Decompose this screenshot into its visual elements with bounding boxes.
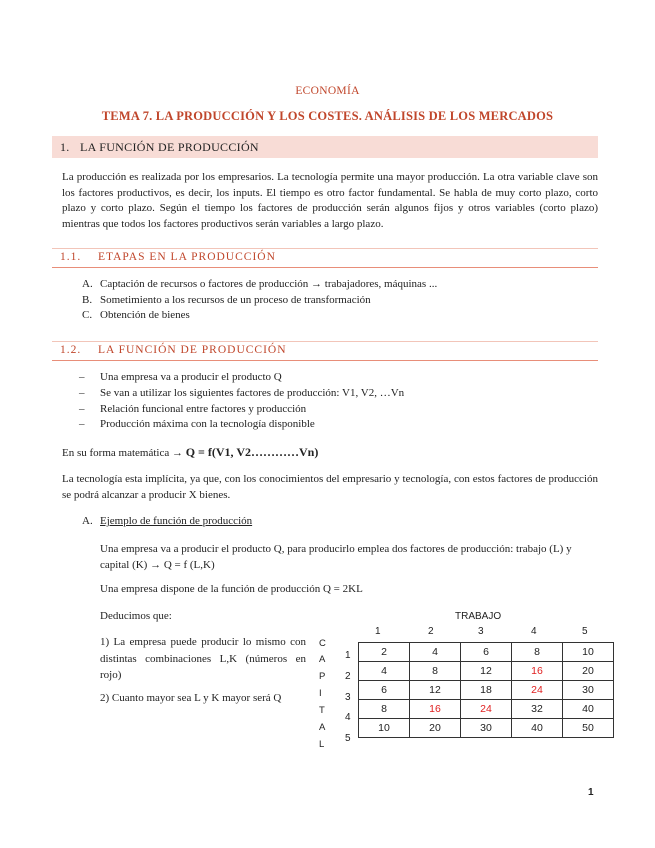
example-marker: A. — [82, 515, 93, 527]
row-header: 2 — [345, 671, 351, 682]
page-title: TEMA 7. LA PRODUCCIÓN Y LOS COSTES. ANÁLISIS DE LOS MERCADOS — [101, 109, 554, 123]
section-1-heading — [52, 136, 598, 158]
subject-heading: ECONOMÍA — [295, 85, 360, 97]
row-title-letter: T — [319, 705, 325, 716]
section-1-paragraph: La producción es realizada por los empresarios. La tecnología permite una mayor producción. La otra variable clave son los factores productivos, es decir, los inputs. El tiempo es otro factor fundamental. Se habla de muy corto plazo, corto plazo y corto plazo. Según el tiempo los factores de producción serán algunos fijos y otros variables (corto plazo) mientras que todos los factores productivos serán variables a largo plazo. — [62, 171, 598, 230]
subsection-1-2-number: 1.2. — [60, 344, 82, 356]
example-text-2: Una empresa dispone de la función de producción Q = 2KL — [100, 583, 363, 595]
table-cell: 30 — [461, 719, 512, 738]
column-header: 5 — [582, 626, 588, 637]
table-cell: 24 — [461, 700, 512, 719]
subsection-1-2-title: LA FUNCIÓN DE PRODUCCIÓN — [98, 344, 287, 356]
table-cell: 16 — [410, 700, 461, 719]
list-item: A. — [82, 278, 93, 290]
section-1-title: LA FUNCIÓN DE PRODUCCIÓN — [80, 140, 259, 154]
formula: Q = f(V1, V2…………Vn) — [185, 445, 319, 459]
list-item-text: Captación de recursos o factores de producción → trabajadores, máquinas ... — [100, 278, 438, 290]
table-cell: 4 — [359, 662, 410, 681]
example-point-1: 1) La empresa puede producir lo mismo con distintas combinaciones L,K (números en rojo) — [100, 636, 306, 681]
subsection-1-1-title: ETAPAS EN LA PRODUCCIÓN — [98, 251, 276, 263]
column-header: 4 — [531, 626, 537, 637]
subsection-1-1-number: 1.1. — [60, 251, 82, 263]
example-point-2: 2) Cuanto mayor sea L y K mayor será Q — [100, 692, 282, 704]
table-cell: 20 — [563, 662, 614, 681]
list-item-text: Sometimiento a los recursos de un proceso de transformación — [100, 294, 371, 306]
dash-bullet: – — [79, 387, 85, 399]
table-cell: 50 — [563, 719, 614, 738]
table-cell: 10 — [359, 719, 410, 738]
row-header: 4 — [345, 712, 351, 723]
formula-intro: En su forma matemática → — [62, 447, 183, 459]
table-cell: 6 — [359, 681, 410, 700]
table-cell: 12 — [410, 681, 461, 700]
list-item: B. — [82, 294, 93, 306]
table-cell: 8 — [359, 700, 410, 719]
production-table — [358, 642, 614, 738]
row-title-letter: A — [319, 654, 326, 665]
row-header: 3 — [345, 692, 351, 703]
row-title-letter: P — [319, 671, 326, 682]
table-column-title: TRABAJO — [455, 611, 502, 622]
formula-line — [62, 445, 318, 460]
example-title: Ejemplo de función de producción — [100, 515, 253, 527]
table-row — [359, 681, 614, 700]
table-cell: 40 — [563, 700, 614, 719]
table-cell: 12 — [461, 662, 512, 681]
dash-bullet: – — [79, 418, 85, 430]
row-header: 5 — [345, 733, 351, 744]
column-header: 1 — [375, 626, 381, 637]
page-number: 1 — [588, 787, 594, 798]
row-title-letter: L — [319, 739, 325, 750]
table-cell: 8 — [512, 643, 563, 662]
table-row — [359, 662, 614, 681]
table-cell: 20 — [410, 719, 461, 738]
bullet-text: Producción máxima con la tecnología disponible — [100, 418, 315, 430]
table-cell: 40 — [512, 719, 563, 738]
section-1-number: 1. — [60, 140, 70, 154]
table-cell: 8 — [410, 662, 461, 681]
list-item-text: Obtención de bienes — [100, 309, 190, 321]
table-cell: 10 — [563, 643, 614, 662]
bullet-text: Se van a utilizar los siguientes factores de producción: V1, V2, …Vn — [100, 387, 405, 399]
table-cell: 30 — [563, 681, 614, 700]
row-title-letter: C — [319, 638, 326, 649]
row-title-letter: A — [319, 722, 326, 733]
table-row — [359, 700, 614, 719]
table-cell: 2 — [359, 643, 410, 662]
dash-bullet: – — [79, 371, 85, 383]
subsection-1-2-heading — [52, 341, 598, 361]
column-header: 2 — [428, 626, 434, 637]
table-cell: 18 — [461, 681, 512, 700]
row-title-letter: I — [319, 688, 322, 699]
row-header: 1 — [345, 650, 351, 661]
subsection-1-1-heading — [52, 248, 598, 268]
column-header: 3 — [478, 626, 484, 637]
technology-paragraph: La tecnología esta implícita, ya que, con los conocimientos del empresario y tecnología, con estos factores de producción se podrá alcanzar a producir X bienes. — [62, 473, 598, 501]
table-row — [359, 643, 614, 662]
bullet-text: Una empresa va a producir el producto Q — [100, 371, 282, 383]
bullet-text: Relación funcional entre factores y producción — [100, 403, 307, 415]
table-cell: 24 — [512, 681, 563, 700]
example-text-3: Deducimos que: — [100, 610, 172, 622]
table-cell: 6 — [461, 643, 512, 662]
table-cell: 16 — [512, 662, 563, 681]
list-item: C. — [82, 309, 93, 321]
example-text-1: Una empresa va a producir el producto Q, para producirlo emplea dos factores de producción: trabajo (L) y capital (K) → Q = f (L,K) — [100, 543, 572, 571]
table-cell: 4 — [410, 643, 461, 662]
dash-bullet: – — [79, 403, 85, 415]
table-cell: 32 — [512, 700, 563, 719]
table-row — [359, 719, 614, 738]
